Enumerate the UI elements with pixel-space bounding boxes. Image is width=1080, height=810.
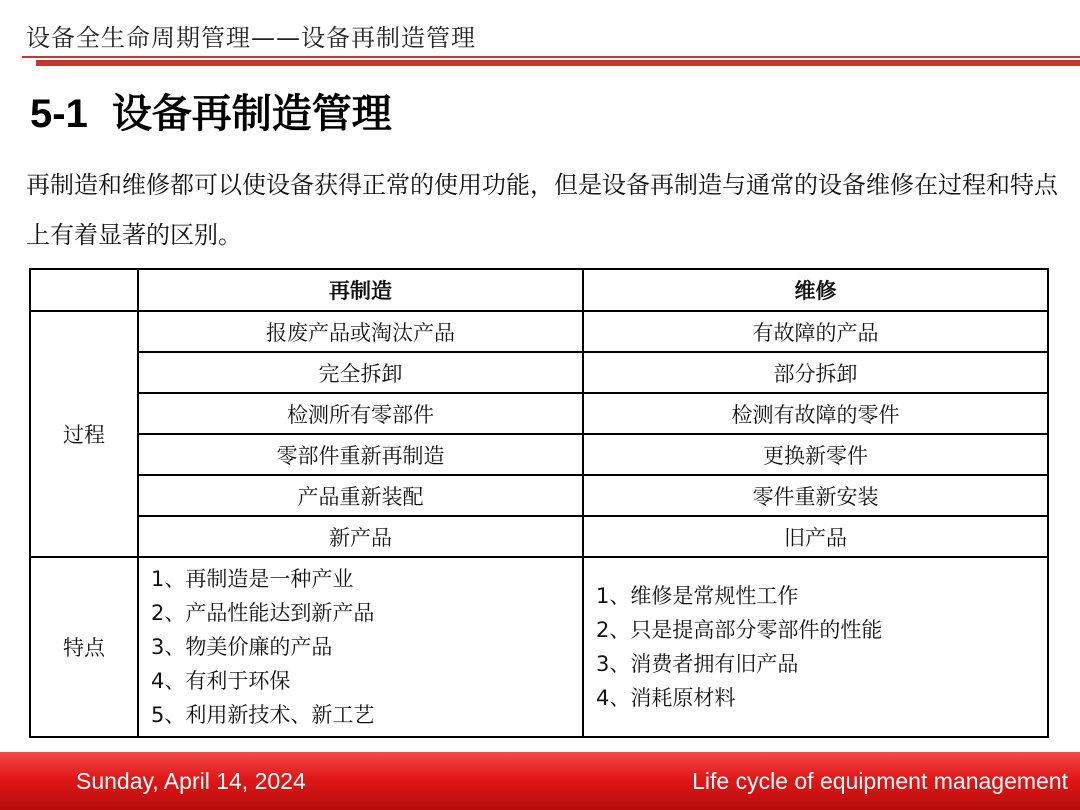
list-item: 2、只是提高部分零部件的性能 [596,618,883,642]
list-item: 2、产品性能达到新产品 [151,601,375,625]
reman-features-cell [138,557,583,737]
list-item: 4、有利于环保 [151,669,291,693]
list-item: 5、利用新技术、新工艺 [151,703,375,727]
table-row [30,516,1048,557]
process-reman-cell: 新产品 [138,516,583,557]
table-row [30,475,1048,516]
process-repair-cell: 旧产品 [583,516,1048,557]
process-label: 过程 [30,311,138,557]
header-divider-thick [36,60,1080,66]
section-number: 5-1 [30,92,88,136]
list-item: 4、消耗原材料 [596,686,736,710]
header-title: 设备全生命周期管理——设备再制造管理 [26,24,476,52]
feature-label: 特点 [30,557,138,737]
footer-subtitle: Life cycle of equipment management [692,768,1068,794]
intro-paragraph: 再制造和维修都可以使设备获得正常的使用功能，但是设备再制造与通常的设备维修在过程和特点上有着显著的区别。 [26,171,1058,249]
table-row [30,352,1048,393]
list-item: 1、再制造是一种产业 [151,567,354,591]
process-repair-cell: 部分拆卸 [583,352,1048,393]
process-reman-cell: 完全拆卸 [138,352,583,393]
process-repair-cell: 零件重新安装 [583,475,1048,516]
table-header-reman: 再制造 [138,269,583,311]
process-repair-cell: 更换新零件 [583,434,1048,475]
footer-date: Sunday, April 14, 2024 [76,768,306,794]
process-reman-cell: 检测所有零部件 [138,393,583,434]
table-header-row [30,269,1048,311]
table-row [30,311,1048,352]
header-divider-thin [22,56,1080,58]
list-item: 1、维修是常规性工作 [596,584,799,608]
list-item: 3、消费者拥有旧产品 [596,652,799,676]
process-repair-cell: 检测有故障的零件 [583,393,1048,434]
table-header-repair: 维修 [583,269,1048,311]
comparison-table [29,268,1049,738]
page-title [30,82,392,139]
list-item: 3、物美价廉的产品 [151,635,333,659]
section-title: 设备再制造管理 [111,91,392,137]
table-row [30,393,1048,434]
process-reman-cell: 产品重新装配 [138,475,583,516]
process-repair-cell: 有故障的产品 [583,311,1048,352]
process-reman-cell: 报废产品或淘汰产品 [138,311,583,352]
process-reman-cell: 零部件重新再制造 [138,434,583,475]
table-header-empty [30,269,138,311]
table-row [30,557,1048,737]
table-row [30,434,1048,475]
repair-features-cell [583,557,1048,737]
